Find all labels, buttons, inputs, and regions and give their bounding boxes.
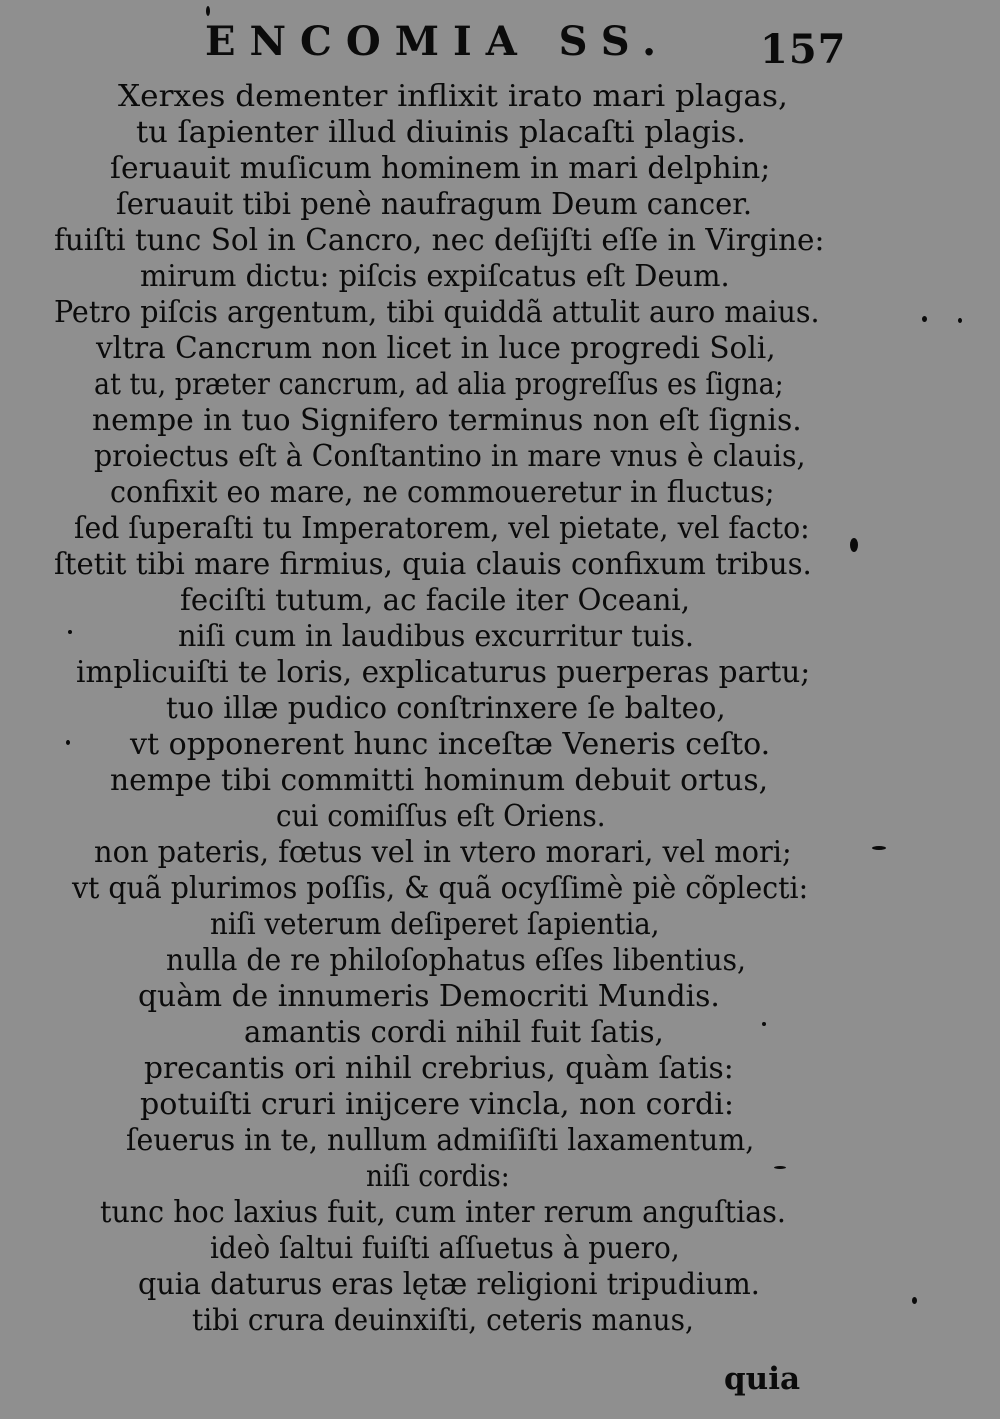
ink-speck: [762, 1022, 766, 1026]
text-line: Xerxes dementer inflixit irato mari plagas,: [118, 79, 788, 114]
text-line: potuiſti cruri inijcere vincla, non cordi:: [140, 1087, 735, 1122]
text-line: ſed ſuperaſti tu Imperatorem, vel pietate, vel facto:: [74, 511, 810, 546]
text-line: feciſti tutum, ac facile iter Oceani,: [180, 583, 691, 618]
text-line: tunc hoc laxius fuit, cum inter rerum anguſtias.: [100, 1195, 786, 1230]
text-line: ſtetit tibi mare firmius, quia clauis confixum tribus.: [54, 547, 812, 582]
text-line: non pateris, fœtus vel in vtero morari, vel mori;: [94, 835, 792, 870]
catchword: quia: [724, 1361, 801, 1397]
text-line: ſeuerus in te, nullum admiſiſti laxamentum,: [126, 1123, 755, 1158]
ink-speck: [206, 6, 210, 16]
text-line: nempe in tuo Signifero terminus non eſt ſignis.: [92, 403, 802, 438]
ink-speck: [68, 630, 72, 634]
text-line: amantis cordi nihil fuit ſatis,: [244, 1015, 664, 1050]
ink-speck: [850, 538, 858, 552]
running-head: ENCOMIA SS.: [205, 18, 671, 65]
text-line: at tu, præter cancrum, ad alia progreſſus es ſigna;: [94, 367, 784, 402]
text-line: niſi cordis:: [366, 1159, 510, 1194]
text-line: mirum dictu: piſcis expiſcatus eſt Deum.: [140, 259, 730, 294]
text-line: vt quã plurimos poſſis, & quã ocyſſimè piè cõplecti:: [72, 871, 809, 906]
ink-speck: [922, 316, 927, 322]
text-line: vt opponerent hunc inceſtæ Veneris ceſto.: [130, 727, 771, 762]
text-line: Petro piſcis argentum, tibi quiddã attulit auro maius.: [54, 295, 820, 330]
text-line: niſi cum in laudibus excurritur tuis.: [178, 619, 694, 654]
text-line: nempe tibi committi hominum debuit ortus,: [110, 763, 769, 798]
text-line: tibi crura deuinxiſti, ceteris manus,: [192, 1303, 694, 1338]
ink-speck: [872, 846, 886, 850]
text-line: quia daturus eras lętæ religioni tripudium.: [138, 1267, 760, 1302]
page-number: 157: [760, 26, 847, 73]
text-line: fuiſti tunc Sol in Cancro, nec deſijſti eſſe in Virgine:: [54, 223, 825, 258]
ink-speck: [958, 318, 962, 323]
text-line: niſi veterum deſiperet ſapientia,: [210, 907, 660, 942]
text-line: ſeruauit muſicum hominem in mari delphin;: [110, 151, 771, 186]
text-line: nulla de re philoſophatus eſſes libentius,: [166, 943, 747, 978]
text-line: ſeruauit tibi penè naufragum Deum cancer.: [116, 187, 753, 222]
text-line: tu ſapienter illud diuinis placaſti plagis.: [136, 115, 746, 150]
text-line: cui comiſſus eſt Oriens.: [276, 799, 606, 834]
ink-speck: [774, 1166, 786, 1169]
ink-speck: [912, 1297, 917, 1304]
text-line: quàm de innumeris Democriti Mundis.: [138, 979, 720, 1014]
text-line: confixit eo mare, ne commoueretur in fluctus;: [110, 475, 775, 510]
text-line: tuo illæ pudico conſtrinxere ſe balteo,: [166, 691, 726, 726]
text-line: vltra Cancrum non licet in luce progredi Soli,: [96, 331, 776, 366]
text-line: proiectus eſt à Conſtantino in mare vnus è clauis,: [94, 439, 806, 474]
text-line: implicuiſti te loris, explicaturus puerperas partu;: [76, 655, 811, 690]
text-line: precantis ori nihil crebrius, quàm ſatis:: [144, 1051, 734, 1086]
ink-speck: [66, 740, 70, 745]
text-line: ideò ſaltui fuiſti aſſuetus à puero,: [210, 1231, 680, 1266]
